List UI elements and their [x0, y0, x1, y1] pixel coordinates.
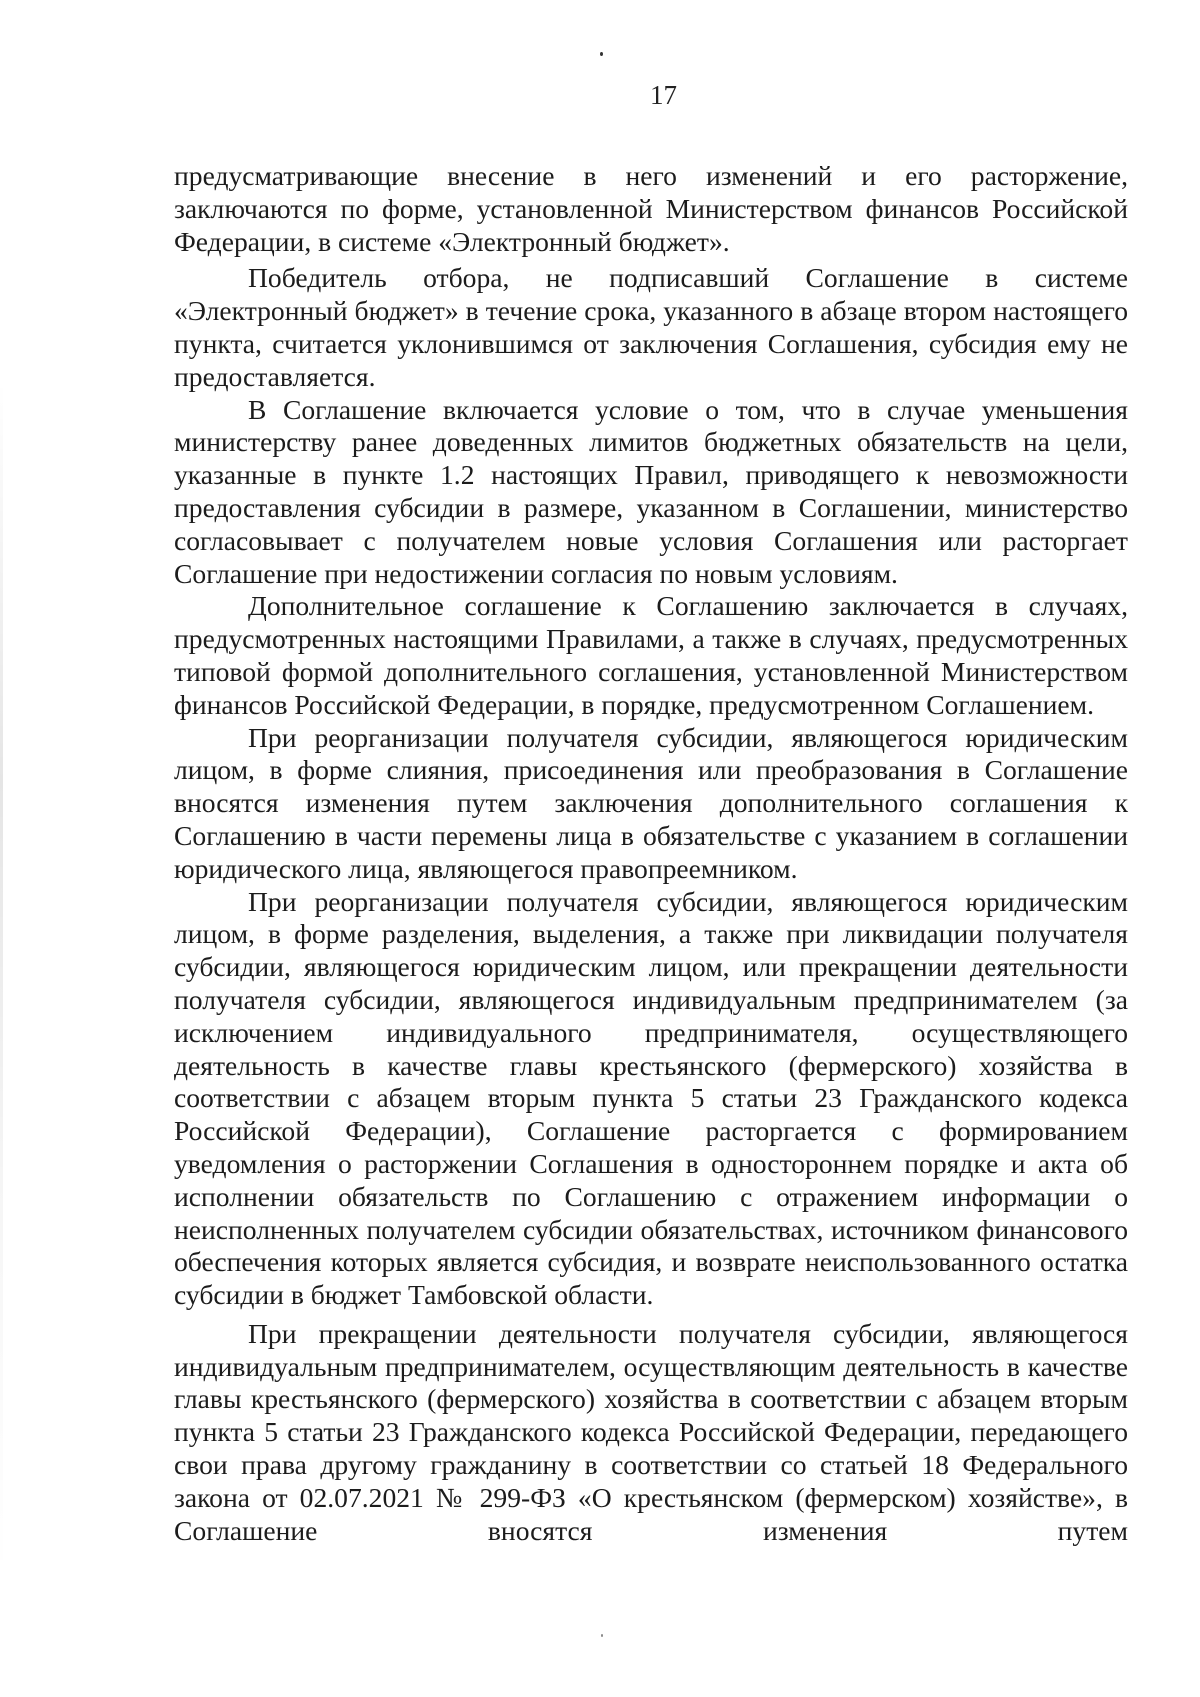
scan-speck	[600, 52, 603, 56]
paragraph-reorganization-merger: При реорганизации получателя субсидии, являющегося юридическим лицом, в форме слияния, присоединения или преобразования в Соглашение вносятся изменения путем заключения дополнительного соглашения к Соглашению в части перемены лица в обязательстве с указанием в соглашении юридического лица, являющегося правопреемником.	[174, 721, 1128, 884]
page-number: 17	[650, 80, 677, 110]
scan-edge-shadow	[0, 380, 3, 1580]
paragraph-continuation: предусматривающие внесение в него изменений и его расторжение, заключаются по форме, установленной Министерством финансов Российской Федерации, в системе «Электронный бюджет».	[174, 160, 1128, 257]
paragraph-farm-transfer: При прекращении деятельности получателя субсидии, являющегося индивидуальным предпринимателем, осуществляющим деятельность в качестве главы крестьянского (фермерского) хозяйства в соответствии с абзацем вторым пункта 5 статьи 23 Гражданского кодекса Российской Федерации, передающего свои права другому гражданину в соответствии со статьей 18 Федерального закона от 02.07.2021 № 299-ФЗ «О крестьянском (фермерском) хозяйстве», в Соглашение вносятся изменения путем	[174, 1317, 1128, 1546]
document-body	[174, 160, 1128, 1547]
scan-speck	[601, 1634, 603, 1637]
paragraph-winner-not-signed: Победитель отбора, не подписавший Соглашение в системе «Электронный бюджет» в течение срока, указанного в абзаце втором настоящего пункта, считается уклонившимся от заключения Соглашения, субсидия ему не предоставляется.	[174, 262, 1128, 392]
paragraph-reorganization-division: При реорганизации получателя субсидии, являющегося юридическим лицом, в форме разделения, выделения, а также при ликвидации получателя субсидии, являющегося юридическим лицом, или прекращении деятельности получателя субсидии, являющегося индивидуальным предпринимателем (за исключением индивидуального предпринимателя, осуществляющего деятельность в качестве главы крестьянского (фермерского) хозяйства в соответствии с абзацем вторым пункта 5 статьи 23 Гражданского кодекса Российской Федерации), Соглашение расторгается с формированием уведомления о расторжении Соглашения в одностороннем порядке и акта об исполнении обязательств по Соглашению с отражением информации о неисполненных получателем субсидии обязательствах, источником финансового обеспечения которых является субсидия, и возврате неиспользованного остатка субсидии в бюджет Тамбовской области.	[174, 885, 1128, 1311]
paragraph-additional-agreement: Дополнительное соглашение к Соглашению заключается в случаях, предусмотренных настоящими Правилами, а также в случаях, предусмотренных типовой формой дополнительного соглашения, установленной Министерством финансов Российской Федерации, в порядке, предусмотренном Соглашением.	[174, 590, 1128, 720]
paragraph-limits-reduction: В Соглашение включается условие о том, что в случае уменьшения министерству ранее доведенных лимитов бюджетных обязательств на цели, указанные в пункте 1.2 настоящих Правил, приводящего к невозможности предоставления субсидии в размере, указанном в Соглашении, министерство согласовывает с получателем новые условия Соглашения или расторгает Соглашение при недостижении согласия по новым условиям.	[174, 393, 1128, 589]
